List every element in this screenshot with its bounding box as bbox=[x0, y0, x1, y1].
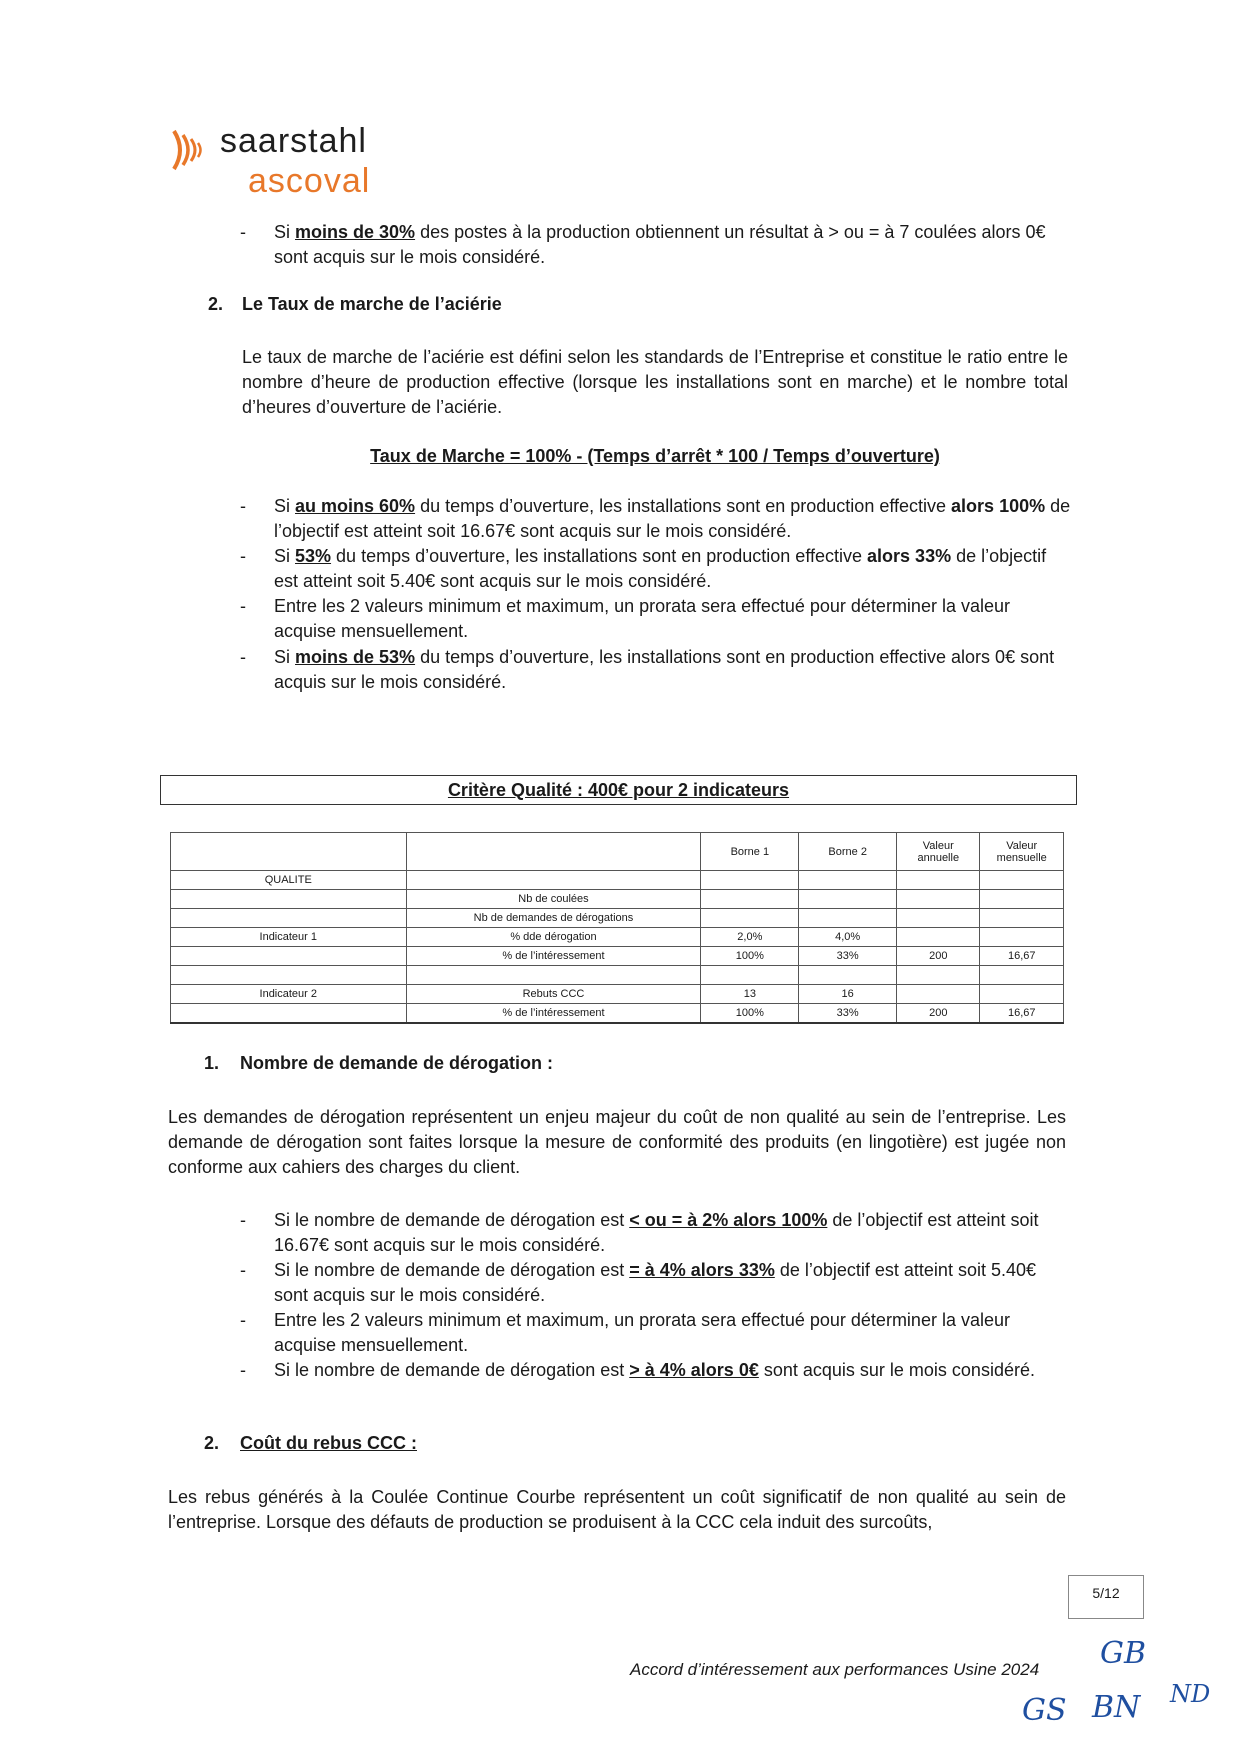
section-number: 2. bbox=[208, 294, 224, 314]
table-cell: 33% bbox=[799, 947, 897, 966]
page-number: 5/12 bbox=[1068, 1575, 1144, 1619]
formula-taux: Taux de Marche = 100% - (Temps d’arrêt * 100 / Temps d’ouverture) bbox=[370, 446, 940, 466]
section-heading-derogation: Nombre de demande de dérogation : bbox=[240, 1053, 554, 1073]
bullet-derog-3: - Entre les 2 valeurs minimum et maximum, un prorata sera effectué pour déterminer la valeur acquise mensuellement. bbox=[240, 1310, 1010, 1355]
header-borne-1: Borne 1 bbox=[701, 833, 799, 871]
table-row-demandes: Nb de demandes de dérogations bbox=[406, 909, 701, 928]
table-row-pct-derog: % dde dérogation bbox=[406, 928, 701, 947]
section-heading-rebus: Coût du rebus CCC : bbox=[240, 1433, 417, 1453]
table-cell: 200 bbox=[897, 1004, 980, 1024]
table-cell: 13 bbox=[701, 985, 799, 1004]
table-cell: 4,0% bbox=[799, 928, 897, 947]
bullet-derog-4: - Si le nombre de demande de dérogation est > à 4% alors 0€ sont acquis sur le mois considéré. bbox=[240, 1360, 1035, 1380]
bullet-taux-2: - Si 53% du temps d’ouverture, les installations sont en production effective alors 33% de l’objectif est atteint soit 5.40€ sont acquis sur le mois considéré. bbox=[240, 546, 1047, 591]
header-valeur-mensuelle: Valeur mensuelle bbox=[980, 833, 1064, 871]
section-number: 1. bbox=[204, 1053, 220, 1073]
qualite-criteria-box: Critère Qualité : 400€ pour 2 indicateurs bbox=[160, 775, 1077, 805]
logo-text-saarstahl: saarstahl bbox=[220, 122, 367, 160]
table-row-interessement-1: % de l’intéressement bbox=[406, 947, 701, 966]
bullet-derog-2: - Si le nombre de demande de dérogation est = à 4% alors 33% de l’objectif est atteint soit 5.40€ sont acquis sur le mois considéré. bbox=[240, 1260, 1037, 1305]
table-row-interessement-2: % de l’intéressement bbox=[406, 1004, 701, 1024]
section-heading-taux: Le Taux de marche de l’aciérie bbox=[242, 294, 502, 314]
bullet-taux-3: - Entre les 2 valeurs minimum et maximum, un prorata sera effectué pour déterminer la valeur acquise mensuellement. bbox=[240, 596, 1010, 641]
table-cell: 16,67 bbox=[980, 947, 1064, 966]
paragraph-rebus: Les rebus générés à la Coulée Continue Courbe représentent un coût significatif de non qualité au sein de l’entreprise. Lorsque des défauts de production se produisent à la CCC cela induit des surcoûts, bbox=[168, 1487, 1066, 1532]
table-row-rebuts: Rebuts CCC bbox=[406, 985, 701, 1004]
table-cell: 16 bbox=[799, 985, 897, 1004]
header-borne-2: Borne 2 bbox=[799, 833, 897, 871]
bullet-derog-1: - Si le nombre de demande de dérogation est < ou = à 2% alors 100% de l’objectif est atteint soit 16.67€ sont acquis sur le mois considéré. bbox=[240, 1210, 1039, 1255]
table-cell: 100% bbox=[701, 947, 799, 966]
section-number: 2. bbox=[204, 1433, 220, 1453]
quality-table bbox=[170, 832, 1064, 1024]
paragraph-taux: Le taux de marche de l’aciérie est défini selon les standards de l’Entreprise et constitue le ratio entre le nombre d’heure de production effective (lorsque les installations sont en marche) et le nombre total d’heures d’ouverture de l’aciérie. bbox=[242, 347, 1068, 417]
table-label-qualite: QUALITE bbox=[171, 871, 407, 890]
table-label-indicateur-2: Indicateur 2 bbox=[171, 985, 407, 1004]
footer-text: Accord d’intéressement aux performances Usine 2024 bbox=[630, 1660, 1040, 1679]
logo-mark-icon bbox=[170, 125, 212, 175]
paragraph-derogation: Les demandes de dérogation représentent un enjeu majeur du coût de non qualité au sein de l’entreprise. Les demande de dérogation sont faites lorsque la mesure de conformité des produits (en lingotière) est jugée non conforme aux cahiers des charges du client. bbox=[168, 1107, 1066, 1177]
table-cell: 33% bbox=[799, 1004, 897, 1024]
bullet-taux-4: - Si moins de 53% du temps d’ouverture, les installations sont en production effective alors 0€ sont acquis sur le mois considéré. bbox=[240, 647, 1055, 692]
logo-text-ascoval: ascoval bbox=[248, 162, 371, 200]
table-cell: 100% bbox=[701, 1004, 799, 1024]
header-valeur-annuelle: Valeur annuelle bbox=[897, 833, 980, 871]
table-cell: 16,67 bbox=[980, 1004, 1064, 1024]
table-row-coulees: Nb de coulées bbox=[406, 890, 701, 909]
initials-gb: GB bbox=[1100, 1636, 1147, 1671]
initials-nd: ND bbox=[1170, 1680, 1211, 1708]
table-label-indicateur-1: Indicateur 1 bbox=[171, 928, 407, 947]
table-cell: 200 bbox=[897, 947, 980, 966]
table-cell: 2,0% bbox=[701, 928, 799, 947]
initials-bn: BN bbox=[1092, 1690, 1141, 1725]
initials-gs: GS bbox=[1022, 1693, 1067, 1728]
bullet-taux-1: - Si au moins 60% du temps d’ouverture, les installations sont en production effective alors 100% de l’objectif est atteint soit 16.67€ sont acquis sur le mois considéré. bbox=[240, 496, 1071, 541]
bullet-moins-30: - Si moins de 30% des postes à la production obtiennent un résultat à > ou = à 7 coulées alors 0€ sont acquis sur le mois considéré. bbox=[240, 222, 1046, 267]
